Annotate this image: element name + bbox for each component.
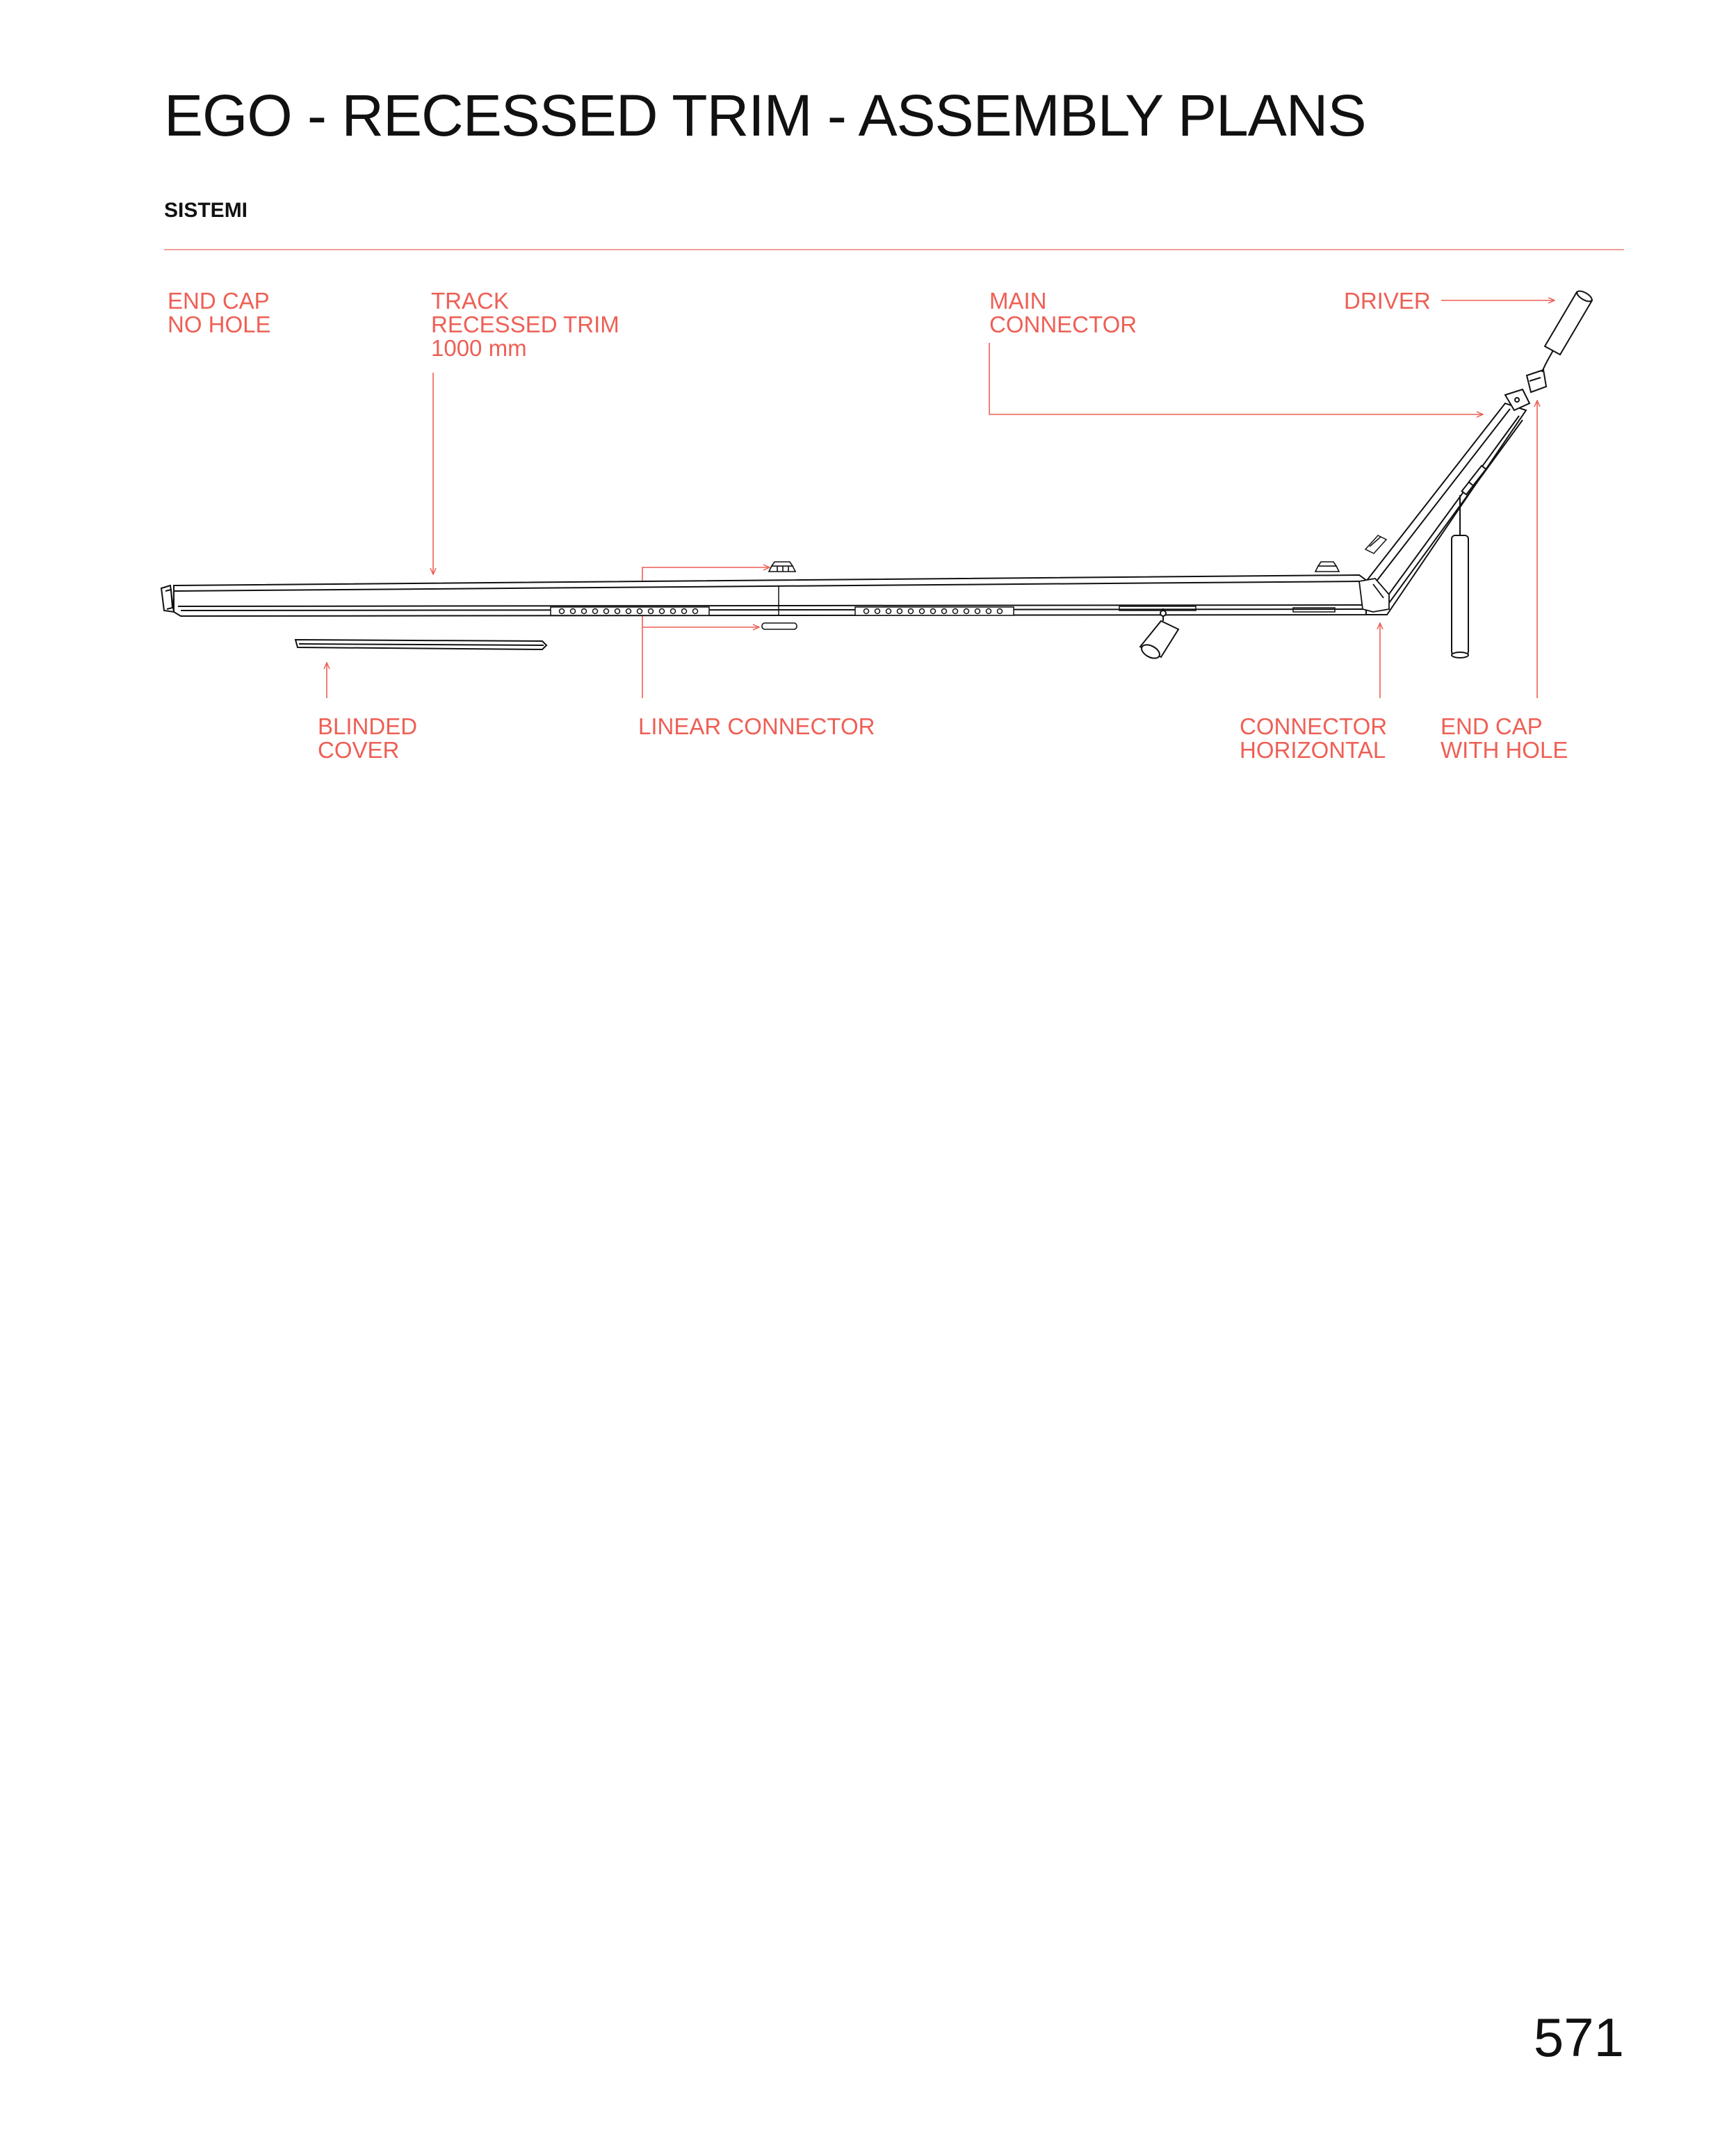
angled-track (1366, 403, 1526, 615)
led-module-right (855, 607, 1014, 615)
label-blinded-cover: BLINDED COVER (318, 713, 418, 763)
label-track-recessed-trim: TRACK RECESSED TRIM 1000 mm (431, 288, 619, 361)
label-end-cap-with-hole: END CAP WITH HOLE (1441, 713, 1568, 763)
leader-lines (327, 300, 1555, 698)
led-module-left (551, 607, 709, 615)
angled-module (1365, 535, 1386, 553)
label-connector-horizontal: CONNECTOR HORIZONTAL (1240, 713, 1388, 763)
leader-main-connector (989, 343, 1483, 414)
pendant-light (1452, 495, 1468, 658)
spot-light (1139, 608, 1178, 661)
label-driver: DRIVER (1344, 288, 1431, 314)
page-number: 571 (1533, 2007, 1624, 2068)
main-connector (1527, 370, 1546, 392)
page-title: EGO - RECESSED TRIM - ASSEMBLY PLANS (164, 83, 1366, 148)
label-end-cap-no-hole: END CAP NO HOLE (168, 288, 271, 337)
track-recessed-trim (161, 575, 1370, 616)
blinded-cover (295, 640, 546, 649)
driver (1545, 289, 1593, 355)
label-linear-connector: LINEAR CONNECTOR (638, 713, 875, 739)
connector-clip (1315, 562, 1339, 572)
section-label: SISTEMI (164, 199, 248, 222)
label-main-connector: MAIN CONNECTOR (989, 288, 1137, 337)
